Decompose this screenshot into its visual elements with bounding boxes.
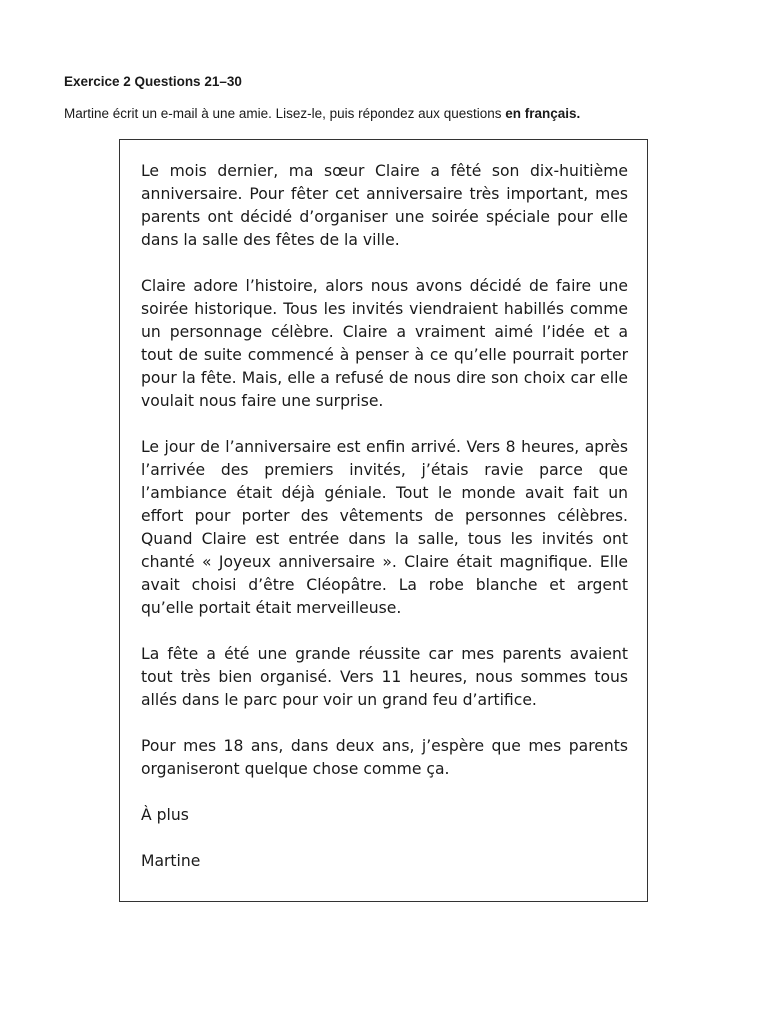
email-letter-box (119, 139, 648, 902)
instruction-text: Martine écrit un e-mail à une amie. Lisez-le, puis répondez aux questions (64, 106, 506, 121)
letter-signature: Martine (141, 852, 201, 870)
instruction-bold: en français. (505, 106, 581, 121)
letter-paragraph-2: Claire adore l’histoire, alors nous avons décidé de faire une soirée historique. Tous les invités viendraient habillés comme un personnage célèbre. Claire a vraiment aimé l’idée et a tout de suite commencé à penser à ce qu’elle pourrait porter pour la fête. Mais, elle a refusé de nous dire son choix car elle voulait nous faire une surprise. (141, 277, 628, 410)
exercise-heading: Exercice 2 Questions 21–30 (64, 74, 242, 89)
letter-paragraph-3: Le jour de l’anniversaire est enfin arrivé. Vers 8 heures, après l’arrivée des premiers invités, j’étais ravie parce que l’ambiance était déjà géniale. Tout le monde avait fait un effort pour porter des vêtements de personnes célèbres. Quand Claire est entrée dans la salle, tous les invités ont chanté « Joyeux anniversaire ». Claire était magnifique. Elle avait choisi d’être Cléopâtre. La robe blanche et argent qu’elle portait était merveilleuse. (141, 438, 628, 617)
letter-paragraph-1: Le mois dernier, ma sœur Claire a fêté son dix-huitième anniversaire. Pour fêter cet anniversaire très important, mes parents ont décidé d’organiser une soirée spéciale pour elle dans la salle des fêtes de la ville. (141, 162, 628, 249)
exercise-instruction (64, 105, 580, 123)
letter-closing: À plus (141, 806, 189, 824)
letter-paragraph-4: La fête a été une grande réussite car mes parents avaient tout très bien organisé. Vers 11 heures, nous sommes tous allés dans le parc pour voir un grand feu d’artifice. (141, 645, 628, 709)
email-body (141, 160, 628, 873)
letter-paragraph-5: Pour mes 18 ans, dans deux ans, j’espère que mes parents organiseront quelque chose comme ça. (141, 737, 628, 778)
